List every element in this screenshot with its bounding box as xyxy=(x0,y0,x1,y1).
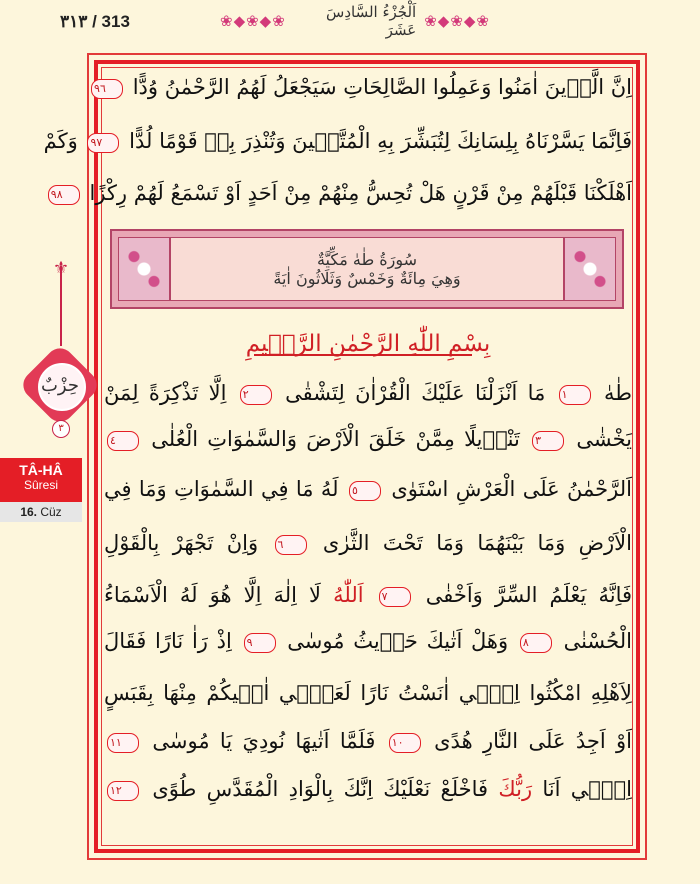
verse-end-marker: ١٠ xyxy=(389,733,421,753)
verse-line-8 xyxy=(104,574,632,616)
juz-header xyxy=(220,3,490,39)
header-ornament-left: ❀◆❀◆❀ xyxy=(220,12,286,30)
verse-text: وَاِنْ تَجْهَرْ بِالْقَوْلِ xyxy=(104,531,259,555)
verse-line-1 xyxy=(94,66,632,108)
verse-end-marker: ٩٦ xyxy=(91,79,123,99)
verse-text: فَاِنَّمَا يَسَّرْنَاهُ بِلِسَانِكَ لِتُبَشِّرَ بِهِ الْمُتَّقٖينَ وَتُنْذِرَ بِهٖ قَوْمًا لُدًّا xyxy=(129,129,632,153)
verse-end-marker: ٩٨ xyxy=(48,185,80,205)
verse-line-2 xyxy=(43,120,632,162)
verse-text: مَا اَنْزَلْنَا عَلَيْكَ الْقُرْاٰنَ لِتَشْقٰى xyxy=(285,381,546,405)
verse-text: اَلرَّحْمٰنُ عَلَى الْعَرْشِ اسْتَوٰى xyxy=(391,477,632,501)
hizb-label: حِزْبٌ xyxy=(40,374,79,396)
sura-verse-count: وَهِيَ مِائَةٌ وَخَمْسٌ وَثَلَاثُونَ اٰيَةً xyxy=(273,269,461,288)
verse-end-marker: ١٢ xyxy=(107,781,139,801)
verse-text: اَهْلَكْنَا قَبْلَهُمْ مِنْ قَرْنٍ هَلْ تُحِسُّ مِنْهُمْ مِنْ اَحَدٍ اَوْ تَسْمَعُ لَهُمْ رِكْزًا xyxy=(89,181,632,205)
divine-name: رَبُّكَ xyxy=(498,777,533,801)
verse-end-marker: ٥ xyxy=(349,481,381,501)
verse-end-marker: ٨ xyxy=(520,633,552,653)
verse-text: لَا اِلٰهَ اِلَّا هُوَ لَهُ الْاَسْمَاءُ xyxy=(104,583,322,607)
verse-end-marker: ٩٧ xyxy=(87,133,119,153)
verse-text: فَلَمَّا اَتٰيهَا نُودِيَ يَا مُوسٰى xyxy=(152,729,376,753)
sura-title: سُورَةُ طٰهٰ مَكِّيَّةٌ xyxy=(316,250,418,269)
verse-text: الْاَرْضِ وَمَا بَيْنَهُمَا وَمَا تَحْتَ الثَّرٰى xyxy=(322,531,632,555)
juz-tab-number: 16. xyxy=(20,505,37,519)
verse-line-9 xyxy=(104,620,632,662)
header-ornament-right: ❀◆❀◆❀ xyxy=(424,12,490,30)
verse-text: تَنْزٖيلًا مِمَّنْ خَلَقَ الْاَرْضَ وَالسَّمٰوَاتِ الْعُلٰى xyxy=(151,427,520,451)
verse-line-5 xyxy=(104,418,632,460)
verse-text: لَهُ مَا فِي السَّمٰوَاتِ وَمَا فِي xyxy=(104,477,339,501)
sura-tab[interactable] xyxy=(0,458,82,502)
verse-line-12 xyxy=(104,768,632,810)
hizb-top-ornament-icon: ⚜ xyxy=(52,258,70,279)
verse-line-4 xyxy=(104,372,632,414)
verse-end-marker: ٢ xyxy=(240,385,272,405)
verse-text: فَاخْلَعْ نَعْلَيْكَ اِنَّكَ بِالْوَادِ الْمُقَدَّسِ طُوًى xyxy=(152,777,489,801)
verse-line-3 xyxy=(50,172,632,214)
sura-tab-name: TÂ-HÂ xyxy=(19,462,63,478)
verse-text: فَاِنَّهُ يَعْلَمُ السِّرَّ وَاَخْفٰى xyxy=(425,583,633,607)
verse-end-marker: ٧ xyxy=(379,587,411,607)
sura-tab-suffix: Sûresi xyxy=(23,478,58,492)
verse-text: اِنَّ الَّذٖينَ اٰمَنُوا وَعَمِلُوا الصَّالِحَاتِ سَيَجْعَلُ لَهُمُ الرَّحْمٰنُ وُدًّا xyxy=(132,75,632,99)
verse-text: وَكَمْ xyxy=(43,129,78,153)
sura-ornament-left xyxy=(118,237,170,301)
verse-line-6 xyxy=(104,468,632,510)
verse-text: لِاَهْلِهِ امْكُثُوا اِنّٖي اٰنَسْتُ نَارًا لَعَلّٖي اٰتٖيكُمْ مِنْهَا بِقَبَسٍ xyxy=(104,681,632,705)
verse-end-marker: ٩ xyxy=(244,633,276,653)
juz-title: اَلْجُزْءُ السَّادِسَ عَشَرَ xyxy=(326,3,417,39)
sura-heading-inner xyxy=(170,237,564,301)
juz-tab-label: Cüz xyxy=(40,505,62,519)
divine-name: اَللّٰهُ xyxy=(333,583,364,607)
hizb-marker xyxy=(20,345,100,425)
verse-text: يَخْشٰى xyxy=(576,427,632,451)
sura-heading-box xyxy=(110,229,624,309)
verse-line-7 xyxy=(104,522,632,564)
hizb-number: ٣ xyxy=(52,420,70,438)
verse-end-marker: ٤ xyxy=(107,431,139,451)
juz-tab[interactable] xyxy=(0,502,82,522)
page-number: ۳۱۳ / 313 xyxy=(60,12,130,31)
verse-line-11 xyxy=(104,720,632,762)
verse-text: اِلَّا تَذْكِرَةً لِمَنْ xyxy=(104,381,227,405)
basmala: بِسْمِ اللّٰهِ الرَّحْمٰنِ الرَّحٖيمِ xyxy=(104,322,632,366)
verse-text: وَهَلْ اَتٰيكَ حَدٖيثُ مُوسٰى xyxy=(287,629,509,653)
verse-line-10 xyxy=(104,672,632,714)
verse-end-marker: ٣ xyxy=(532,431,564,451)
verse-end-marker: ٦ xyxy=(275,535,307,555)
verse-text: اِنّٖي اَنَا xyxy=(542,777,632,801)
verse-text: اَوْ اَجِدُ عَلَى النَّارِ هُدًى xyxy=(434,729,633,753)
verse-end-marker: ١ xyxy=(559,385,591,405)
verse-text: طٰهٰ xyxy=(604,381,632,405)
verse-end-marker: ١١ xyxy=(107,733,139,753)
sura-ornament-right xyxy=(564,237,616,301)
verse-text: الْحُسْنٰى xyxy=(563,629,632,653)
verse-text: اِذْ رَاٰ نَارًا فَقَالَ xyxy=(104,629,232,653)
